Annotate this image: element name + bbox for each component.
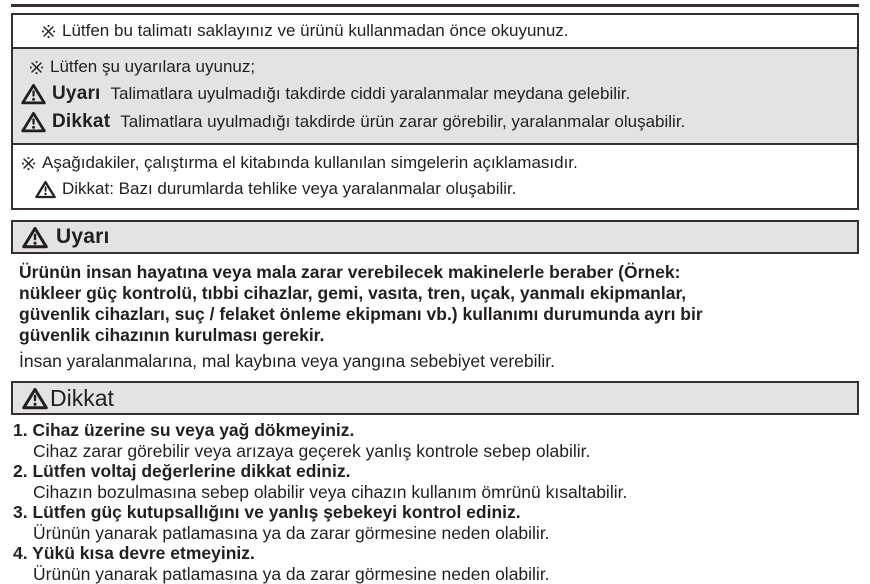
reference-mark-icon <box>29 60 44 75</box>
warning-level-row-dikkat <box>21 108 849 136</box>
caution-list <box>11 420 859 584</box>
reference-mark-icon <box>41 24 56 39</box>
safety-instructions-page <box>0 4 870 584</box>
warning-levels-box <box>11 47 859 145</box>
warning-triangle-icon <box>21 83 46 105</box>
warning-body-line: güvenlik cihazları, suç / felaket önleme ekipmanı vb.) kullanımı durumunda ayrı bir <box>19 304 859 325</box>
caution-item-title: 1. Cihaz üzerine su veya yağ dökmeyiniz. <box>11 420 859 441</box>
note-box <box>11 13 859 49</box>
warning-level-label: Uyarı <box>52 83 101 105</box>
caution-item <box>11 543 859 584</box>
caution-item <box>11 461 859 502</box>
warning-section-title: Uyarı <box>56 225 110 249</box>
caution-level-label: Dikkat <box>52 111 110 133</box>
caution-triangle-icon <box>22 387 48 410</box>
warning-section-header <box>11 220 859 254</box>
caution-item-description: Cihaz zarar görebilir veya arızaya geçerek yanlış kontrole sebep olabilir. <box>11 441 859 462</box>
warning-levels-intro-row <box>21 54 849 80</box>
warning-consequence-note: İnsan yaralanmalarına, mal kaybına veya yangına sebebiyet verebilir. <box>19 351 859 372</box>
caution-item <box>11 420 859 461</box>
symbols-explanation-box <box>11 143 859 210</box>
symbols-item-text: Dikkat: Bazı durumlarda tehlike veya yaralanmalar oluşabilir. <box>62 179 516 199</box>
caution-item-description: Ürünün yanarak patlamasına ya da zarar görmesine neden olabilir. <box>11 523 859 544</box>
reference-mark-icon <box>21 156 36 171</box>
caution-item-title: 3. Lütfen güç kutupsallığını ve yanlış şebekeyi kontrol ediniz. <box>11 502 859 523</box>
caution-item-description: Cihazın bozulmasına sebep olabilir veya cihazın kullanım ömrünü kısaltabilir. <box>11 482 859 503</box>
warning-body-line: güvenlik cihazının kurulması gerekir. <box>19 325 859 346</box>
caution-triangle-icon <box>35 180 56 199</box>
warning-body-line: nükleer güç kontrolü, tıbbi cihazlar, gemi, vasıta, tren, uçak, yanmalı ekipmanlar, <box>19 283 859 304</box>
caution-item-title: 4. Yükü kısa devre etmeyiniz. <box>11 543 859 564</box>
warning-section-body <box>19 262 859 346</box>
note-box-text: Lütfen bu talimatı saklayınız ve ürünü kullanmadan önce okuyunuz. <box>62 21 569 41</box>
warning-level-text: Talimatlara uyulmadığı takdirde ciddi yaralanmalar meydana gelebilir. <box>111 84 631 104</box>
caution-item-description: Ürünün yanarak patlamasına ya da zarar görmesine neden olabilir. <box>11 564 859 584</box>
caution-level-text: Talimatlara uyulmadığı takdirde ürün zarar görebilir, yaralanmalar oluşabilir. <box>120 112 685 132</box>
caution-item <box>11 502 859 543</box>
caution-section-title: Dikkat <box>50 385 114 412</box>
warning-triangle-icon <box>22 226 48 249</box>
caution-section-header <box>11 381 859 415</box>
caution-item-title: 2. Lütfen voltaj değerlerine dikkat ediniz. <box>11 461 859 482</box>
symbols-intro-row <box>21 150 849 176</box>
symbols-intro-text: Aşağıdakiler, çalıştırma el kitabında kullanılan simgelerin açıklamasıdır. <box>42 153 578 173</box>
symbols-item-row <box>21 176 849 202</box>
top-divider-rule <box>11 4 859 7</box>
warning-level-row-uyari <box>21 80 849 108</box>
warning-body-line: Ürünün insan hayatına veya mala zarar verebilecek makinelerle beraber (Örnek: <box>19 262 859 283</box>
warning-levels-intro-text: Lütfen şu uyarılara uyunuz; <box>50 57 255 77</box>
caution-triangle-icon <box>21 111 46 133</box>
